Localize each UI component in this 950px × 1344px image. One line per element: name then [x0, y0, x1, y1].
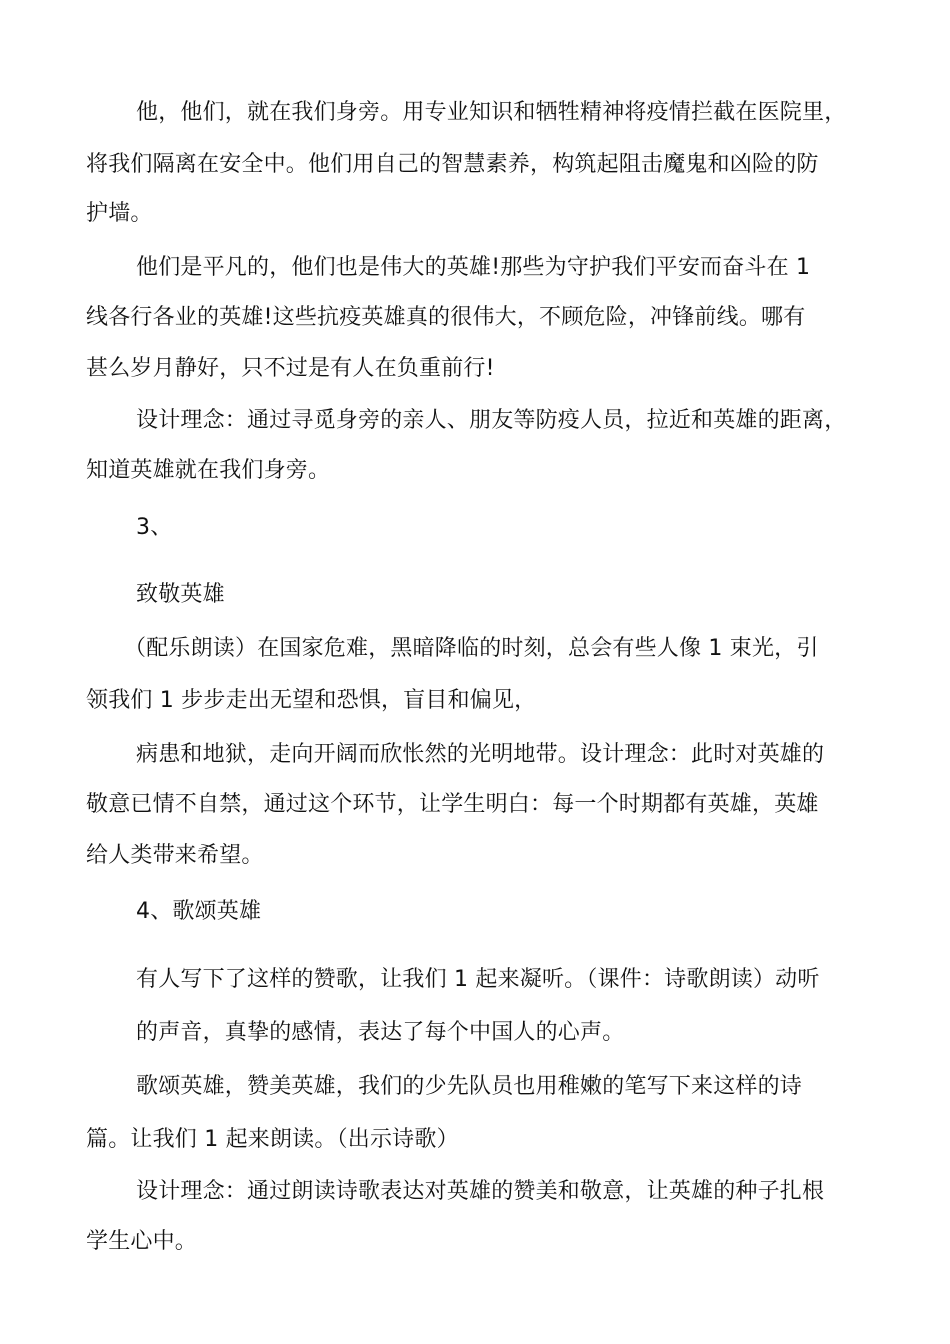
text-line: 学生心中。 — [86, 1229, 198, 1254]
text-line: 给人类带来希望。 — [86, 843, 264, 868]
section-number: 3、 — [136, 515, 173, 540]
section-heading: 4、歌颂英雄 — [136, 899, 262, 924]
text-line: 的声音，真挚的感情，表达了每个中国人的心声。 — [136, 1020, 625, 1045]
text-line: 他，他们，就在我们身旁。用专业知识和牺牲精神将疫情拦截在医院里， — [136, 100, 847, 125]
text-line: 敬意已情不自禁，通过这个环节，让学生明白：每一个时期都有英雄，英雄 — [86, 792, 819, 817]
text-line: 篇。让我们 1 起来朗读。（出示诗歌） — [86, 1127, 459, 1152]
text-line: 病患和地狱，走向开阔而欣怅然的光明地带。设计理念：此时对英雄的 — [136, 742, 825, 767]
text-line: 线各行各业的英雄!这些抗疫英雄真的很伟大，不顾危险，冲锋前线。哪有 — [86, 305, 806, 330]
text-line: 护墙。 — [86, 201, 153, 226]
section-heading: 致敬英雄 — [136, 582, 225, 607]
text-line: 有人写下了这样的赞歌，让我们 1 起来凝听。（课件：诗歌朗读）动听 — [136, 967, 820, 992]
text-line: 知道英雄就在我们身旁。 — [86, 458, 331, 483]
text-line: 他们是平凡的，他们也是伟大的英雄!那些为守护我们平安而奋斗在 1 — [136, 255, 811, 280]
text-line: 歌颂英雄，赞美英雄，我们的少先队员也用稚嫩的笔写下来这样的诗 — [136, 1074, 803, 1099]
text-line: 设计理念：通过寻觅身旁的亲人、朋友等防疫人员，拉近和英雄的距离， — [136, 408, 847, 433]
text-line: 领我们 1 步步走出无望和恐惧，盲目和偏见， — [86, 688, 537, 713]
text-line: 将我们隔离在安全中。他们用自己的智慧素养，构筑起阻击魔鬼和凶险的防 — [86, 152, 819, 177]
text-line: （配乐朗读）在国家危难，黑暗降临的时刻，总会有些人像 1 束光，引 — [124, 636, 819, 661]
text-line: 甚么岁月静好，只不过是有人在负重前行! — [86, 356, 495, 381]
text-line: 设计理念：通过朗读诗歌表达对英雄的赞美和敬意，让英雄的种子扎根 — [136, 1179, 825, 1204]
